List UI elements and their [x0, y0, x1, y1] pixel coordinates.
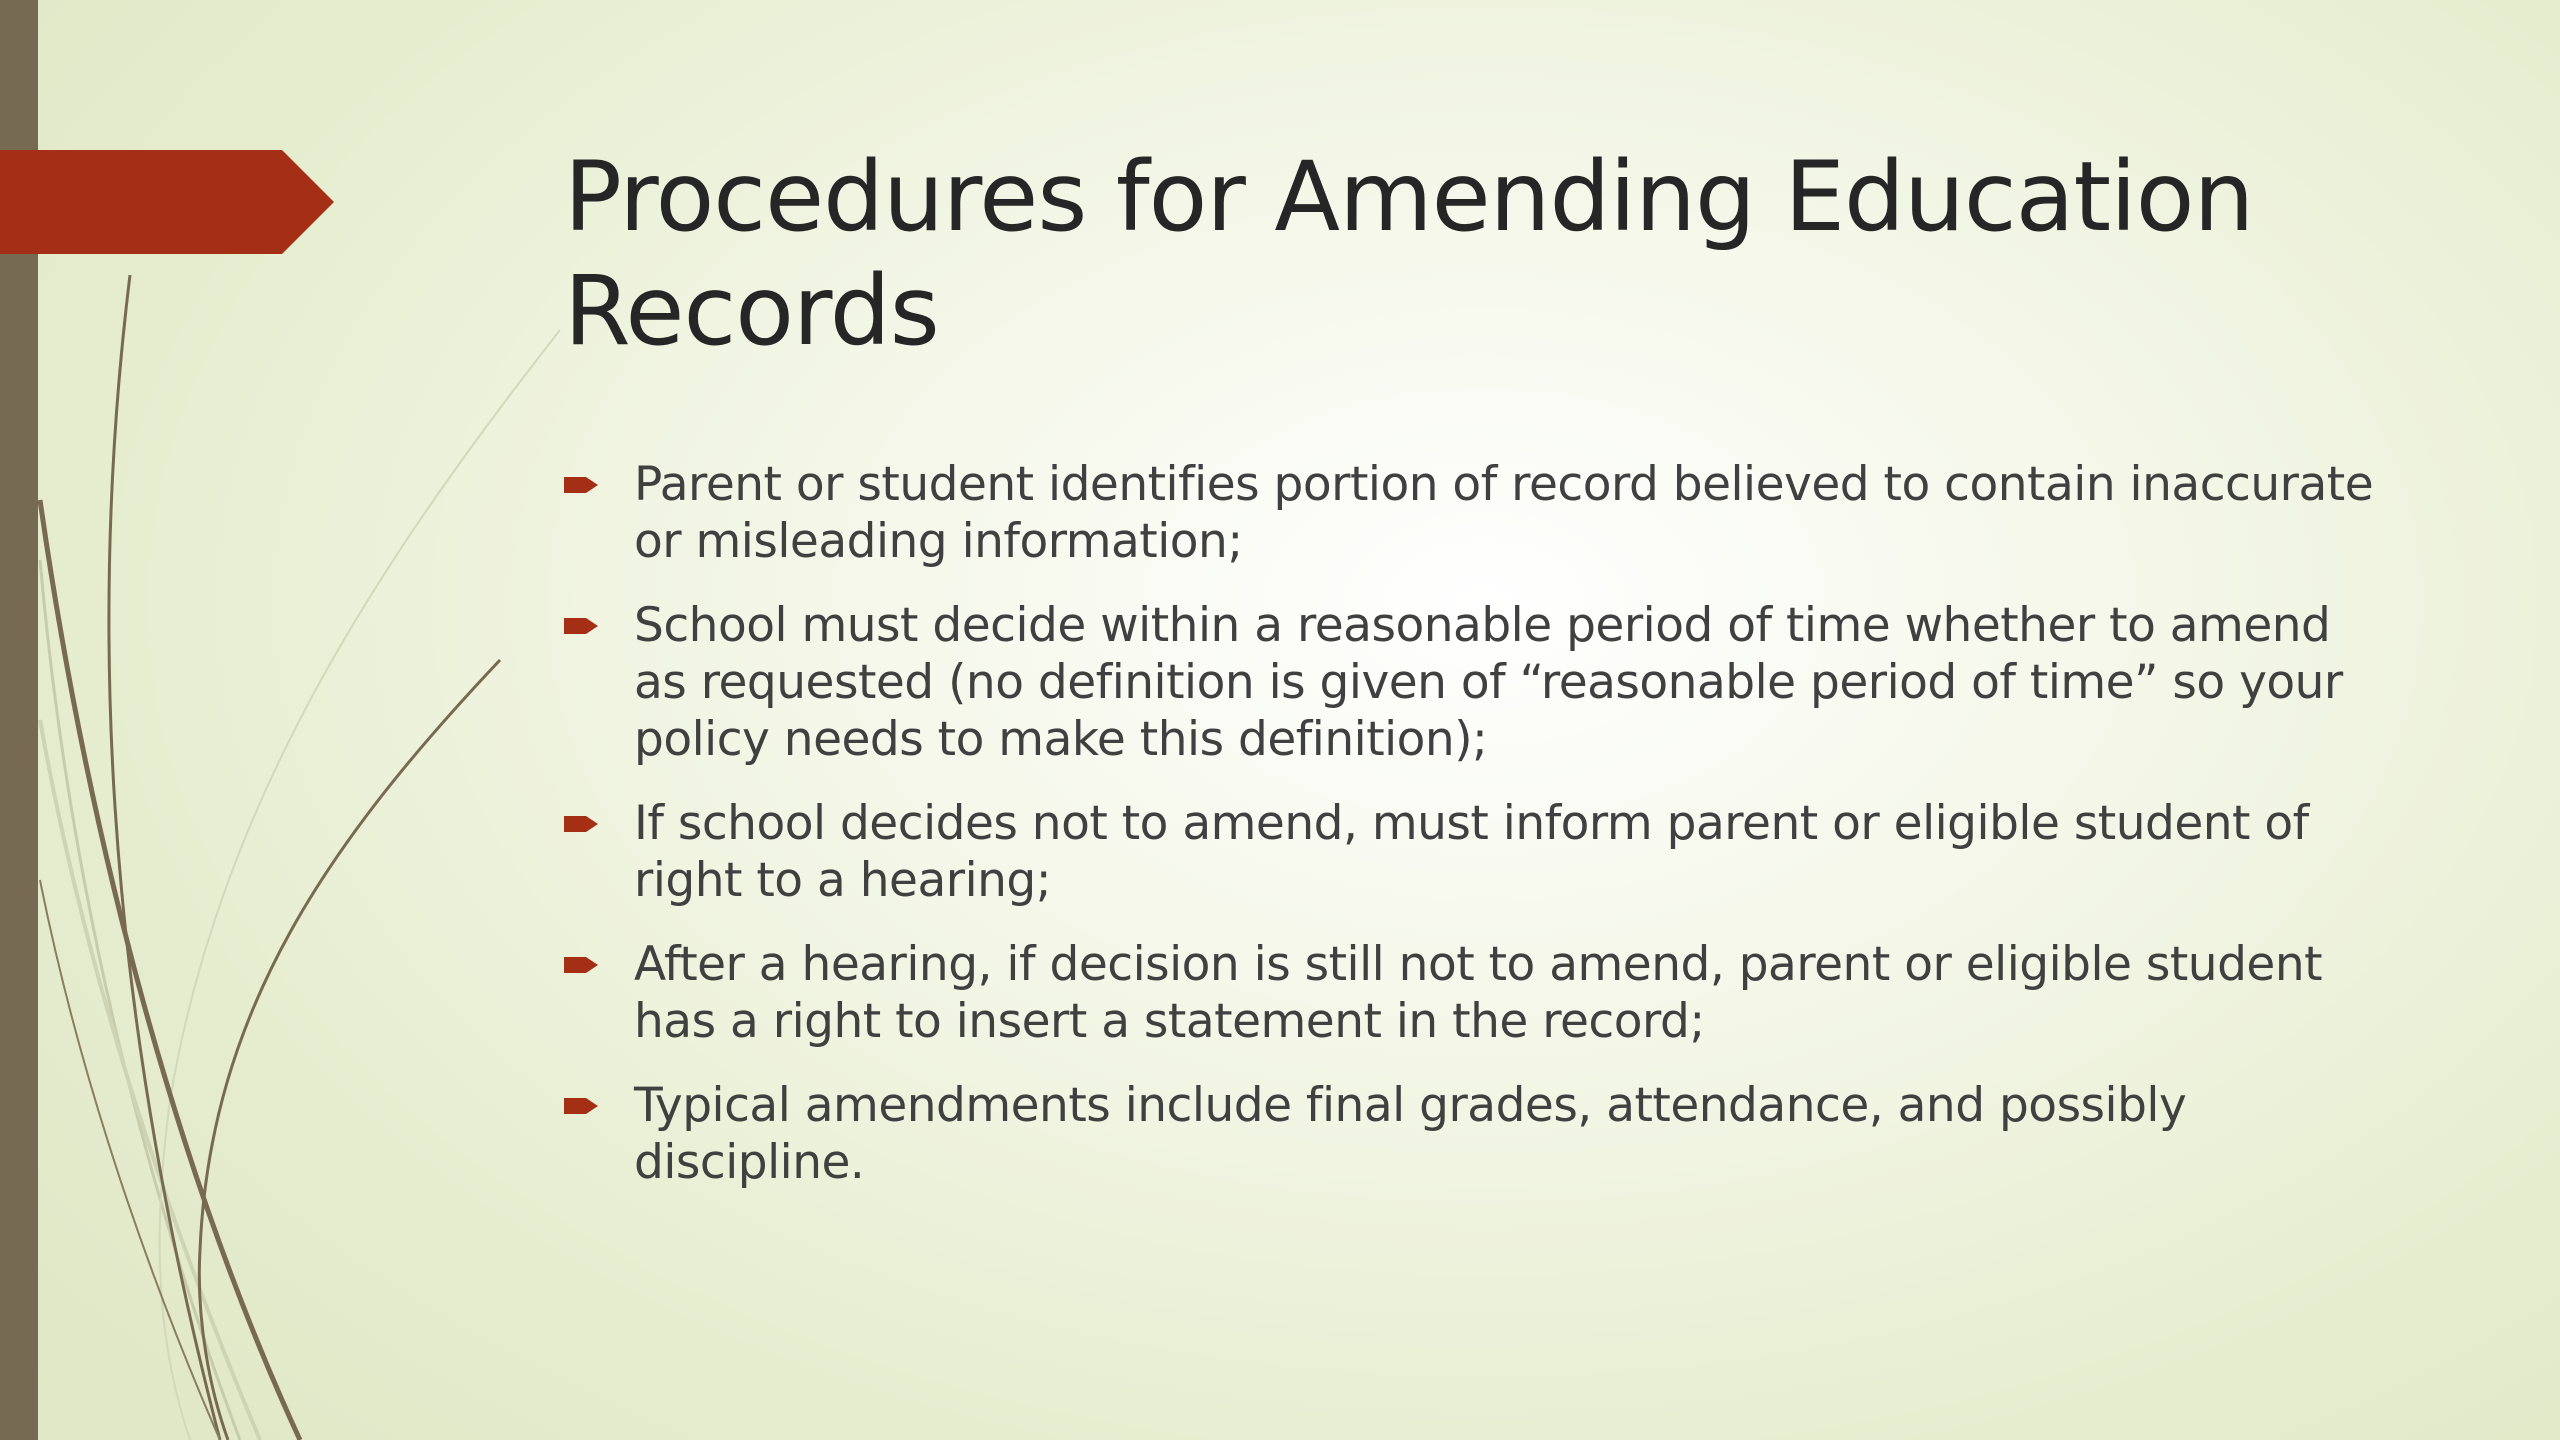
bullet-text: Parent or student identifies portion of record believed to contain inaccurate or misleading information; [634, 457, 2374, 569]
bullet-text: After a hearing, if decision is still not to amend, parent or eligible student has a right to insert a statement in the record; [634, 937, 2323, 1049]
bullet-item [564, 936, 2394, 1050]
arrow-bullet-icon [564, 617, 600, 635]
bullet-text: School must decide within a reasonable period of time whether to amend as requested (no definition is given of “reasonable period of time” so your policy needs to make this definition); [634, 598, 2343, 767]
bullet-item [564, 597, 2394, 768]
decorative-grass-strands [0, 0, 600, 1440]
bullet-item [564, 456, 2394, 570]
arrow-bullet-icon [564, 1097, 600, 1115]
arrow-bullet-icon [564, 476, 600, 494]
arrow-bullet-icon [564, 815, 600, 833]
slide-title: Procedures for Amending Education Records [564, 141, 2254, 367]
arrow-bullet-icon [564, 956, 600, 974]
bullet-item [564, 795, 2394, 909]
bullet-item [564, 1077, 2394, 1191]
bullet-list [564, 456, 2394, 1218]
bullet-text: Typical amendments include final grades, attendance, and possibly discipline. [634, 1078, 2187, 1190]
title-accent-flag [0, 150, 334, 254]
bullet-text: If school decides not to amend, must inform parent or eligible student of right to a hearing; [634, 796, 2309, 908]
